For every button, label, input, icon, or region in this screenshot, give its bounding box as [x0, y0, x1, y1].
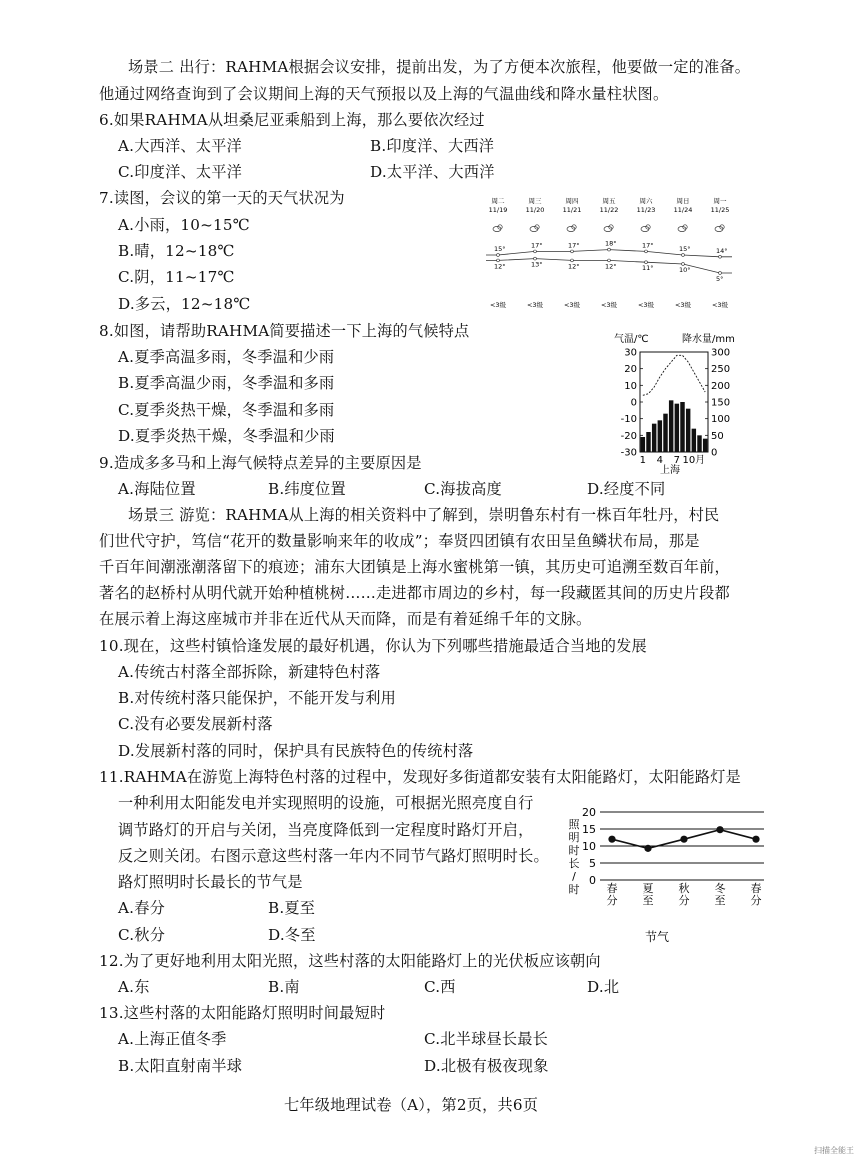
q8-stem: 8.如图，请帮助RAHMA简要描述一下上海的气候特点: [99, 322, 470, 340]
q9-stem: 9.造成多多马和上海气候特点差异的主要原因是: [99, 454, 422, 472]
lamp-y-tick: 5: [589, 857, 596, 870]
precip-bar: [692, 429, 696, 452]
temp-tick: -30: [620, 447, 637, 459]
q11-line1: 11.RAHMA在游览上海特色村落的过程中，发现好多街道都安装有太阳能路灯，太阳能路灯是: [99, 768, 741, 786]
scene3-line2: 们世代守护，笃信“花开的数量影响来年的收成”；奉贤四团镇有农田呈鱼鳞状布局，那是: [99, 532, 700, 550]
scanner-watermark: 扫描全能王: [814, 1146, 854, 1155]
forecast-high: 15°: [494, 245, 506, 253]
cloud-icon: [678, 225, 687, 232]
forecast-high: 15°: [679, 245, 691, 253]
forecast-low-point: [645, 261, 648, 264]
cloud-icon: [604, 225, 613, 232]
lamp-y-label: 照: [568, 818, 580, 831]
lamp-x-tick: 秋: [678, 882, 690, 895]
forecast-day: 周四: [565, 197, 579, 205]
q10-option-a: A.传统古村落全部拆除，新建特色村落: [118, 663, 381, 681]
climate-chart: [600, 326, 750, 476]
forecast-date: 11/19: [488, 206, 508, 214]
precip-bar: [669, 400, 673, 452]
forecast-wind: <3级: [674, 301, 692, 309]
q7-option-d: D.多云，12~18℃: [118, 295, 251, 313]
q13-option-a: A.上海正值冬季: [118, 1030, 227, 1048]
q6-option-b: B.印度洋、大西洋: [370, 137, 495, 155]
precip-bar: [697, 435, 701, 452]
lamp-y-tick: 15: [582, 823, 596, 836]
scene3-line1: 场景三 游览：RAHMA从上海的相关资料中了解到，崇明鲁东村有一株百年牡丹，村民: [128, 506, 720, 524]
q11-line3: 调节路灯的开启与关闭，当亮度降低到一定程度时路灯开启，: [118, 821, 534, 839]
q11-option-d: D.冬至: [268, 926, 316, 944]
forecast-high: 17°: [531, 241, 543, 250]
forecast-day: 周日: [676, 197, 690, 205]
precip-bar: [652, 424, 656, 452]
forecast-high-point: [534, 250, 537, 253]
forecast-high-point: [571, 250, 574, 253]
lamp-x-tick: 春: [606, 882, 618, 895]
lamp-x-tick: 分: [750, 894, 762, 907]
month-tick: 10月: [682, 455, 706, 466]
q10-option-d: D.发展新村落的同时，保护具有民族特色的传统村落: [118, 742, 474, 760]
forecast-low: 12°: [605, 262, 617, 271]
temp-tick: 30: [624, 347, 637, 359]
forecast-low: 11°: [642, 264, 654, 273]
forecast-high: 17°: [642, 241, 654, 250]
q12-option-c: C.西: [424, 978, 456, 996]
climate-x-label: 上海: [660, 465, 680, 476]
q8-option-d: D.夏季炎热干燥，冬季温和少雨: [118, 427, 335, 445]
q13-option-c: C.北半球昼长最长: [424, 1030, 549, 1048]
temp-tick: -10: [620, 414, 637, 426]
q7-option-c: C.阴，11~17℃: [118, 268, 235, 286]
forecast-low-point: [571, 259, 574, 262]
q7-stem: 7.读图，会议的第一天的天气状况为: [99, 189, 345, 207]
q8-option-c: C.夏季炎热干燥，冬季温和多雨: [118, 401, 335, 419]
lamp-x-tick: 分: [606, 894, 618, 907]
q10-option-b: B.对传统村落只能保护，不能开发与利用: [118, 689, 396, 707]
forecast-day: 周三: [528, 197, 542, 205]
forecast-low-point: [608, 259, 611, 262]
forecast-day: 周五: [602, 197, 616, 205]
forecast-high: 18°: [605, 239, 617, 248]
forecast-low-point: [682, 263, 685, 266]
page-footer: 七年级地理试卷（A），第2页，共6页: [284, 1096, 539, 1114]
forecast-low-point: [719, 272, 722, 275]
forecast-high-point: [497, 254, 500, 257]
forecast-low: 5°: [716, 275, 724, 283]
precip-tick: 200: [711, 380, 731, 392]
scene3-line5: 在展示着上海这座城市并非在近代从天而降，而是有着延绵千年的文脉。: [99, 610, 592, 628]
lamp-point: [680, 836, 687, 843]
forecast-day: 周六: [639, 197, 653, 205]
forecast-wind: <3级: [563, 301, 581, 309]
forecast-high: 17°: [568, 241, 580, 250]
q7-option-b: B.晴，12~18℃: [118, 242, 235, 260]
lamp-point: [752, 836, 759, 843]
lamp-x-tick: 至: [642, 894, 654, 907]
temp-tick: -20: [620, 430, 637, 442]
forecast-low-point: [534, 257, 537, 260]
q6-option-a: A.大西洋、太平洋: [118, 137, 242, 155]
precip-tick: 50: [711, 430, 724, 442]
forecast-low: 12°: [568, 262, 580, 271]
forecast-wind: <3级: [526, 301, 544, 309]
weather-forecast: [478, 195, 748, 315]
lamp-x-tick: 分: [678, 894, 690, 907]
cloud-icon: [715, 225, 724, 232]
q11-option-a: A.春分: [118, 899, 165, 917]
forecast-date: 11/22: [599, 206, 619, 214]
precip-tick: 100: [711, 414, 731, 426]
lamp-y-label: 时: [568, 844, 580, 857]
precip-tick: 150: [711, 397, 731, 409]
temp-axis-label: 气温/℃: [614, 334, 649, 345]
scene3-line3: 千百年间潮涨潮落留下的痕迹；浦东大团镇是上海水蜜桃第一镇，其历史可追溯至数百年前，: [99, 558, 730, 576]
q6-option-c: C.印度洋、太平洋: [118, 163, 243, 181]
forecast-day: 周二: [491, 197, 505, 205]
cloud-icon: [567, 225, 576, 232]
lamp-x-tick: 夏: [642, 882, 654, 895]
forecast-date: 11/24: [673, 206, 693, 214]
forecast-high-point: [682, 254, 685, 257]
precip-bar: [641, 437, 645, 452]
temp-tick: 10: [624, 380, 637, 392]
q11-option-c: C.秋分: [118, 926, 166, 944]
lamp-x-tick: 春: [750, 882, 762, 895]
q11-line5: 路灯照明时长最长的节气是: [118, 873, 303, 891]
lamp-duration-chart: [560, 800, 770, 950]
month-tick: 1: [639, 455, 647, 466]
lamp-y-label: 时: [568, 883, 580, 896]
scene2-line1: 场景二 出行：RAHMA根据会议安排，提前出发，为了方便本次旅程，他要做一定的准备。: [128, 58, 751, 76]
cloud-icon: [641, 225, 650, 232]
forecast-day: 周一: [713, 197, 727, 205]
forecast-high-point: [719, 255, 722, 258]
lamp-y-tick: 20: [582, 806, 596, 819]
forecast-low-point: [497, 259, 500, 262]
forecast-low: 13°: [531, 260, 543, 269]
month-tick: 4: [656, 455, 664, 466]
precip-tick: 300: [711, 347, 731, 359]
lamp-y-label: 长: [568, 857, 580, 870]
q9-option-a: A.海陆位置: [118, 480, 196, 498]
precip-bar: [646, 432, 650, 452]
q8-option-a: A.夏季高温多雨，冬季温和少雨: [118, 348, 335, 366]
forecast-date: 11/25: [710, 206, 730, 214]
forecast-date: 11/21: [562, 206, 582, 214]
lamp-point: [608, 836, 615, 843]
precip-tick: 0: [711, 447, 718, 459]
q6-option-d: D.太平洋、大西洋: [370, 163, 495, 181]
cloud-icon: [493, 225, 502, 232]
forecast-high: 14°: [716, 246, 728, 255]
scene2-line2: 他通过网络查询到了会议期间上海的天气预报以及上海的气温曲线和降水量柱状图。: [99, 85, 669, 103]
lamp-x-tick: 至: [714, 894, 726, 907]
q12-stem: 12.为了更好地利用太阳光照，这些村落的太阳能路灯上的光伏板应该朝向: [99, 952, 601, 970]
lamp-y-tick: 10: [582, 840, 596, 853]
q13-stem: 13.这些村落的太阳能路灯照明时间最短时: [99, 1004, 386, 1022]
lamp-y-label: /: [572, 870, 576, 883]
q9-option-d: D.经度不同: [587, 480, 666, 498]
precip-tick: 250: [711, 364, 731, 376]
q9-option-b: B.纬度位置: [268, 480, 346, 498]
lamp-y-tick: 0: [589, 874, 596, 887]
lamp-x-tick: 冬: [714, 882, 726, 895]
q12-option-d: D.北: [587, 978, 620, 996]
forecast-date: 11/23: [636, 206, 656, 214]
q9-option-c: C.海拔高度: [424, 480, 502, 498]
forecast-high-point: [608, 248, 611, 251]
lamp-y-label: 明: [568, 831, 580, 844]
scene3-line4: 著名的赵桥村从明代就开始种植桃树……走进都市周边的乡村，每一段藏匿其间的历史片段都: [99, 584, 730, 602]
lamp-point: [644, 845, 651, 852]
month-tick: 7: [673, 455, 681, 466]
precip-bar: [658, 420, 662, 452]
lamp-point: [716, 826, 723, 833]
precip-bar: [703, 439, 707, 452]
cloud-icon: [530, 225, 539, 232]
q6-stem: 6.如果RAHMA从坦桑尼亚乘船到上海，那么要依次经过: [99, 111, 485, 129]
precip-axis-label: 降水量/mm: [682, 334, 735, 345]
q11-option-b: B.夏至: [268, 899, 316, 917]
q11-line4: 反之则关闭。右图示意这些村落一年内不同节气路灯照明时长。: [118, 847, 549, 865]
temp-tick: 20: [624, 364, 637, 376]
precip-bar: [680, 402, 684, 452]
lamp-x-label: 节气: [645, 930, 670, 944]
q10-option-c: C.没有必要发展新村落: [118, 715, 273, 733]
q13-option-d: D.北极有极夜现象: [424, 1057, 549, 1075]
precip-bar: [663, 414, 667, 452]
forecast-wind: <3级: [711, 301, 729, 309]
precip-bar: [686, 409, 690, 452]
forecast-low: 10°: [679, 266, 691, 274]
forecast-date: 11/20: [525, 206, 545, 214]
forecast-high-point: [645, 250, 648, 253]
q7-option-a: A.小雨，10~15℃: [118, 216, 250, 234]
forecast-low: 12°: [494, 262, 506, 271]
precip-bar: [675, 404, 679, 452]
temp-tick: 0: [630, 397, 637, 409]
forecast-wind: <3级: [600, 301, 618, 309]
q12-option-a: A.东: [118, 978, 150, 996]
q8-option-b: B.夏季高温少雨，冬季温和多雨: [118, 374, 335, 392]
q10-stem: 10.现在，这些村镇恰逢发展的最好机遇，你认为下列哪些措施最适合当地的发展: [99, 637, 647, 655]
forecast-wind: <3级: [637, 301, 655, 309]
q13-option-b: B.太阳直射南半球: [118, 1057, 243, 1075]
q12-option-b: B.南: [268, 978, 300, 996]
forecast-wind: <3级: [489, 301, 507, 309]
q11-line2: 一种利用太阳能发电并实现照明的设施，可根据光照亮度自行: [118, 794, 534, 812]
